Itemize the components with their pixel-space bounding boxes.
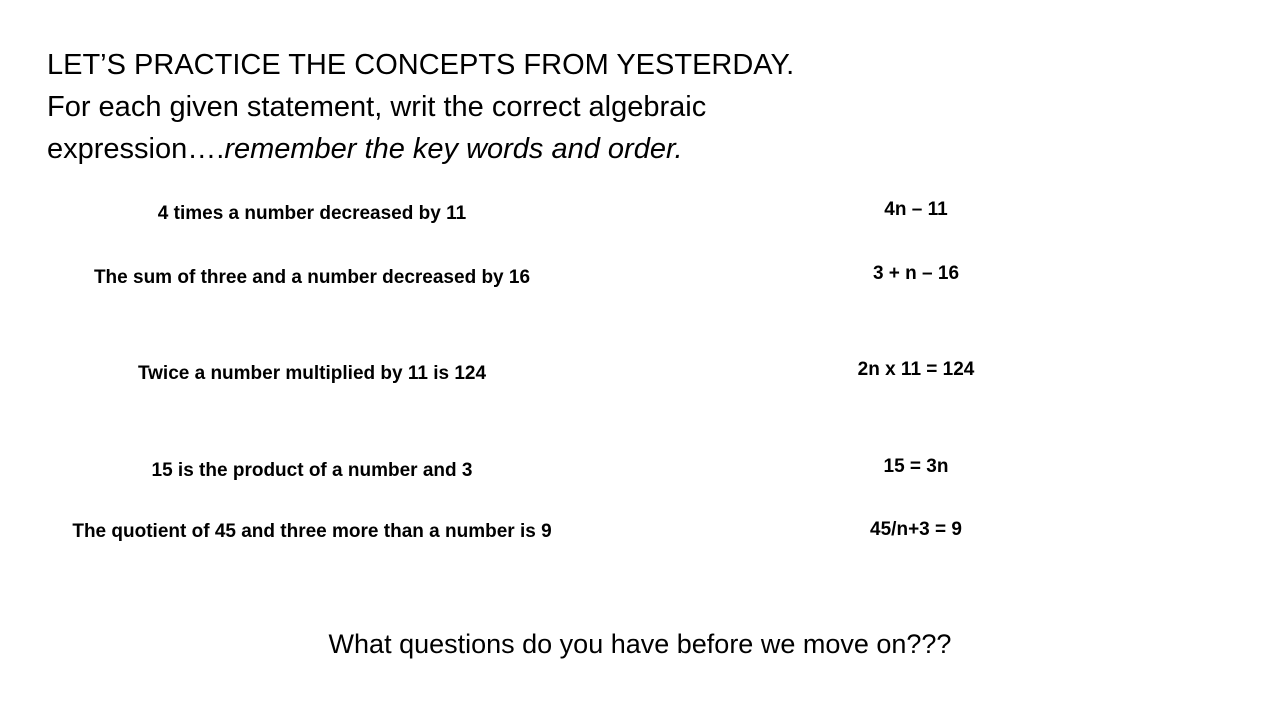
statement-5: The quotient of 45 and three more than a number is 9 bbox=[72, 521, 552, 542]
statement-4: 15 is the product of a number and 3 bbox=[151, 460, 473, 481]
slide-title bbox=[47, 44, 867, 170]
title-line-2: For each given statement, writ the correct algebraic bbox=[47, 91, 707, 123]
footer-question: What questions do you have before we move on??? bbox=[328, 629, 952, 659]
title-line-3-plain: expression…. bbox=[47, 133, 225, 165]
title-line-1: LET’S PRACTICE THE CONCEPTS FROM YESTERDAY. bbox=[47, 49, 795, 81]
answer-4: 15 = 3n bbox=[883, 456, 949, 477]
answer-2: 3 + n – 16 bbox=[872, 263, 960, 284]
statement-2: The sum of three and a number decreased by 16 bbox=[93, 267, 531, 288]
title-line-3 bbox=[47, 128, 867, 170]
answer-5: 45/n+3 = 9 bbox=[870, 519, 962, 540]
statement-1: 4 times a number decreased by 11 bbox=[157, 203, 467, 224]
answer-1: 4n – 11 bbox=[884, 199, 948, 220]
answer-3: 2n x 11 = 124 bbox=[857, 359, 975, 380]
title-line-3-italic: remember the key words and order. bbox=[224, 133, 683, 165]
statement-3: Twice a number multiplied by 11 is 124 bbox=[137, 363, 487, 384]
